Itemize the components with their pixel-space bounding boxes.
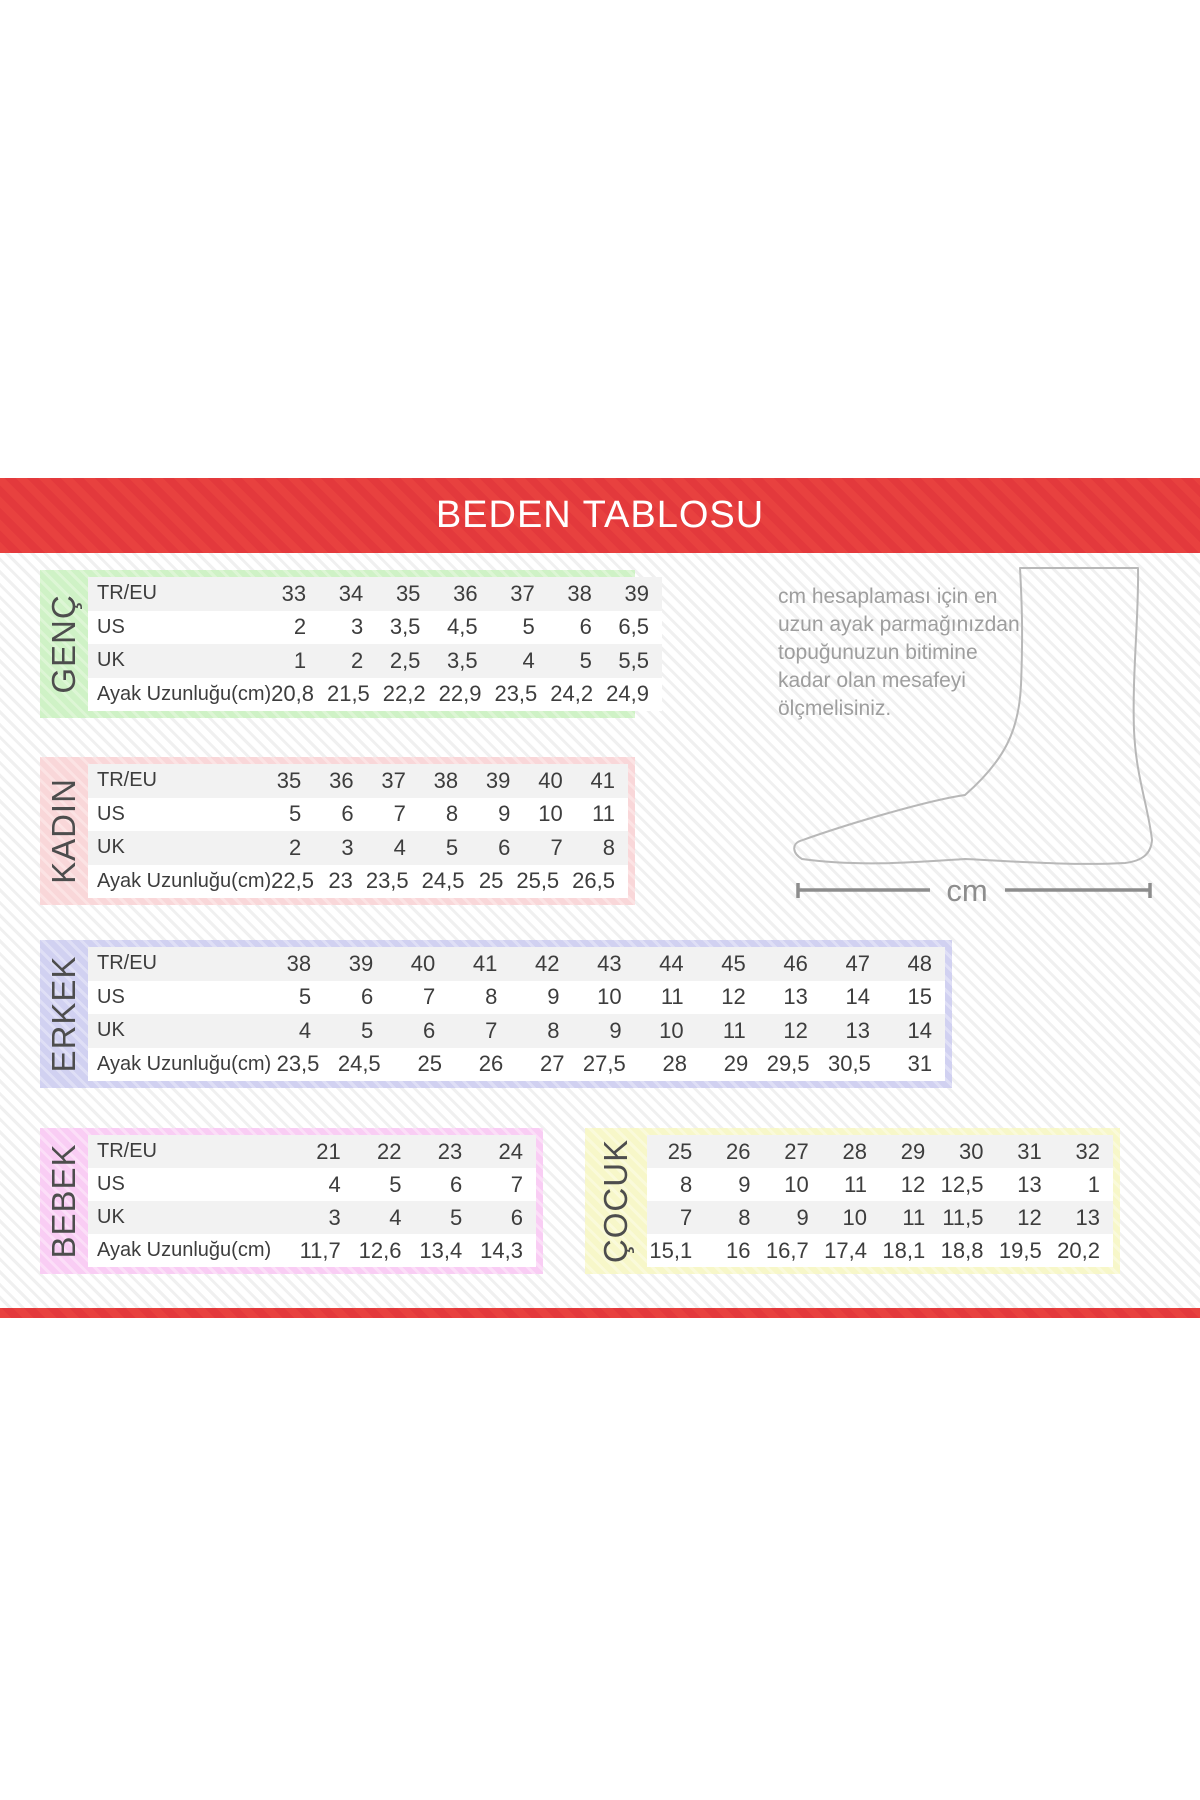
table-row — [88, 981, 945, 1015]
table-label-kadin — [40, 757, 88, 905]
size-value: 11 — [844, 1171, 867, 1197]
size-value: 10 — [659, 1017, 684, 1043]
row-label: US — [97, 615, 125, 638]
table-row — [647, 1168, 1113, 1201]
size-value: 29 — [723, 1051, 749, 1077]
size-value: 27 — [784, 1138, 809, 1164]
page-title: BEDEN TABLOSU — [435, 494, 765, 536]
size-value: 24 — [498, 1138, 523, 1164]
size-value: 9 — [547, 984, 560, 1010]
size-value: 7 — [423, 984, 436, 1010]
size-value: 13 — [783, 984, 808, 1010]
table-row — [647, 1234, 1113, 1267]
table-label-text: ERKEK — [45, 955, 82, 1073]
size-value: 3,5 — [389, 614, 421, 640]
size-value: 24,9 — [606, 681, 649, 707]
measure-note-line: kadar olan mesafeyi — [778, 669, 966, 692]
size-value: 37 — [381, 767, 406, 793]
size-value: 27,5 — [582, 1051, 626, 1077]
size-value: 18,8 — [940, 1237, 984, 1263]
size-value: 4 — [328, 1171, 341, 1197]
table-row — [88, 577, 662, 611]
table-row — [88, 764, 628, 798]
size-value: 5 — [389, 1171, 402, 1197]
size-value: 9 — [738, 1171, 751, 1197]
size-value: 26,5 — [572, 868, 615, 894]
size-value: 41 — [472, 950, 498, 976]
size-value: 39 — [485, 767, 511, 793]
size-value: 3 — [351, 614, 364, 640]
size-value: 26 — [478, 1051, 504, 1077]
size-value: 35 — [276, 767, 302, 793]
row-label: Ayak Uzunluğu(cm) — [97, 1239, 272, 1261]
table-label-text: GENÇ — [45, 594, 82, 694]
size-value: 28 — [662, 1051, 687, 1077]
size-value: 5 — [298, 984, 312, 1010]
size-value: 1 — [1087, 1171, 1100, 1197]
row-label: US — [97, 802, 125, 825]
measure-note-line: ölçmelisiniz. — [778, 697, 892, 720]
size-value: 7 — [680, 1204, 693, 1230]
size-value: 31 — [1017, 1138, 1042, 1164]
size-value: 5 — [360, 1017, 374, 1043]
size-value: 3,5 — [446, 647, 478, 673]
size-value: 6 — [579, 614, 592, 640]
size-value: 29,5 — [766, 1051, 810, 1077]
table-row — [88, 947, 945, 981]
size-value: 4 — [298, 1017, 312, 1043]
size-value: 4,5 — [446, 614, 478, 640]
size-value: 5 — [289, 801, 302, 827]
size-value: 37 — [510, 580, 535, 606]
table-row — [88, 1135, 536, 1168]
table-rows — [88, 764, 628, 898]
row-label: TR/EU — [97, 1140, 157, 1162]
table-rows — [88, 577, 662, 711]
foot-outline-icon — [794, 568, 1152, 864]
size-value: 8 — [738, 1204, 751, 1230]
size-value: 23,5 — [494, 681, 538, 707]
size-value: 36 — [329, 767, 354, 793]
size-value: 14 — [845, 984, 870, 1010]
size-value: 22,5 — [271, 868, 314, 894]
size-value: 5 — [450, 1204, 463, 1230]
size-value: 9 — [609, 1017, 622, 1043]
size-value: 5 — [579, 647, 592, 673]
size-value: 28 — [842, 1138, 867, 1164]
size-value: 9 — [498, 801, 511, 827]
size-value: 11 — [592, 801, 615, 827]
size-value: 23,5 — [365, 868, 409, 894]
size-value: 32 — [1075, 1138, 1100, 1164]
row-label: UK — [97, 1019, 125, 1042]
size-value: 8 — [602, 834, 615, 860]
size-value: 21 — [316, 1138, 341, 1164]
size-value: 23 — [437, 1138, 463, 1164]
size-value: 39 — [624, 580, 649, 606]
row-label: UK — [97, 1206, 125, 1228]
table-row — [88, 1201, 536, 1234]
size-value: 9 — [796, 1204, 809, 1230]
size-value: 7 — [485, 1017, 498, 1043]
size-value: 6 — [450, 1171, 463, 1197]
row-label: UK — [97, 836, 125, 859]
size-value: 38 — [286, 950, 312, 976]
table-row — [88, 611, 662, 645]
size-value: 13 — [1075, 1204, 1100, 1230]
size-value: 15,1 — [649, 1237, 693, 1263]
size-value: 48 — [907, 950, 933, 976]
row-label: US — [97, 1173, 125, 1195]
size-value: 11 — [722, 1017, 746, 1043]
size-value: 25 — [667, 1138, 693, 1164]
size-value: 8 — [445, 801, 459, 827]
size-value: 24,2 — [550, 681, 594, 707]
size-value: 12 — [783, 1017, 808, 1043]
size-value: 24,5 — [421, 868, 465, 894]
table-row — [88, 1048, 945, 1082]
size-value: 8 — [485, 984, 498, 1010]
size-value: 7 — [550, 834, 563, 860]
size-value: 38 — [567, 580, 592, 606]
size-value: 11,5 — [942, 1204, 984, 1230]
size-value: 22,2 — [382, 681, 426, 707]
size-value: 10 — [538, 801, 563, 827]
size-value: 30,5 — [827, 1051, 871, 1077]
size-value: 15 — [907, 984, 933, 1010]
size-value: 2 — [293, 614, 307, 640]
size-value: 11 — [660, 984, 684, 1010]
row-label: TR/EU — [97, 952, 157, 975]
size-value: 23 — [328, 868, 353, 894]
table-row — [88, 1168, 536, 1201]
size-value: 22,9 — [438, 681, 482, 707]
size-value: 25 — [478, 868, 504, 894]
measure-note-line: topuğunuzun bitimine — [778, 641, 978, 664]
size-value: 14,3 — [480, 1237, 523, 1263]
table-row — [88, 1014, 945, 1048]
table-label-bebek — [40, 1128, 88, 1274]
size-value: 25,5 — [516, 868, 560, 894]
bottom-red-strip — [0, 1308, 1200, 1318]
size-value: 13,4 — [419, 1237, 463, 1263]
size-value: 36 — [453, 580, 478, 606]
size-value: 41 — [590, 767, 615, 793]
table-row — [88, 644, 662, 678]
size-value: 33 — [281, 580, 307, 606]
size-value: 2 — [351, 647, 364, 673]
size-value: 12 — [721, 984, 746, 1010]
size-value: 4 — [393, 834, 406, 860]
table-label-erkek — [40, 940, 88, 1088]
size-value: 5 — [522, 614, 535, 640]
table-row — [647, 1135, 1113, 1168]
size-value: 38 — [433, 767, 459, 793]
size-value: 20,8 — [271, 681, 314, 707]
size-value: 20,2 — [1057, 1237, 1100, 1263]
size-value: 6 — [423, 1017, 436, 1043]
row-label: Ayak Uzunluğu(cm) — [97, 682, 272, 705]
size-value: 7 — [393, 801, 406, 827]
size-value: 2 — [289, 834, 302, 860]
size-value: 8 — [547, 1017, 560, 1043]
size-value: 12 — [900, 1171, 926, 1197]
foot-diagram — [770, 545, 1170, 913]
row-label: UK — [97, 649, 125, 672]
size-value: 8 — [680, 1171, 693, 1197]
size-value: 6 — [510, 1204, 523, 1230]
size-value: 25 — [417, 1051, 442, 1077]
size-value: 23,5 — [276, 1051, 320, 1077]
size-value: 24,5 — [337, 1051, 381, 1077]
size-value: 17,4 — [824, 1237, 867, 1263]
row-label: US — [97, 985, 125, 1008]
table-rows — [647, 1135, 1113, 1267]
table-row — [88, 831, 628, 865]
size-value: 6 — [341, 801, 354, 827]
size-chart-banner — [0, 478, 1200, 553]
size-table-genc — [40, 570, 649, 718]
size-value: 10 — [597, 984, 622, 1010]
table-row — [88, 865, 628, 899]
size-value: 5 — [445, 834, 459, 860]
size-value: 12 — [1017, 1204, 1042, 1230]
size-value: 6,5 — [618, 614, 649, 640]
table-row — [647, 1201, 1113, 1234]
size-value: 27 — [539, 1051, 565, 1077]
row-label: Ayak Uzunluğu(cm) — [97, 869, 272, 892]
size-value: 19,5 — [998, 1237, 1042, 1263]
size-table-erkek — [40, 940, 952, 1088]
size-value: 42 — [534, 950, 560, 976]
size-value: 11 — [902, 1204, 926, 1230]
size-value: 13 — [1017, 1171, 1042, 1197]
size-value: 46 — [783, 950, 808, 976]
row-label: TR/EU — [97, 769, 157, 792]
cm-unit-label: cm — [946, 873, 988, 908]
size-value: 5,5 — [618, 647, 649, 673]
table-label-text: KADIN — [45, 778, 82, 884]
measure-note-line: cm hesaplaması için en — [778, 585, 998, 608]
size-value: 7 — [510, 1171, 523, 1197]
size-value: 2,5 — [389, 647, 421, 673]
size-value: 30 — [959, 1138, 984, 1164]
table-label-cocuk — [585, 1128, 647, 1274]
size-value: 4 — [389, 1204, 402, 1230]
size-value: 16,7 — [765, 1237, 809, 1263]
size-value: 18,1 — [882, 1237, 926, 1263]
size-value: 6 — [498, 834, 511, 860]
size-value: 43 — [597, 950, 622, 976]
table-row — [88, 678, 662, 712]
size-value: 13 — [845, 1017, 870, 1043]
size-value: 26 — [726, 1138, 751, 1164]
size-table-bebek — [40, 1128, 543, 1274]
size-value: 10 — [842, 1204, 867, 1230]
row-label: TR/EU — [97, 582, 157, 605]
size-value: 3 — [341, 834, 354, 860]
row-label: Ayak Uzunluğu(cm) — [97, 1052, 272, 1075]
size-value: 11,7 — [299, 1237, 341, 1263]
size-table-kadin — [40, 757, 635, 905]
size-value: 39 — [348, 950, 374, 976]
size-value: 21,5 — [326, 681, 370, 707]
measure-note-line: uzun ayak parmağınızdan — [778, 613, 1020, 636]
table-row — [88, 798, 628, 832]
size-value: 3 — [328, 1204, 341, 1230]
size-value: 10 — [784, 1171, 809, 1197]
size-value: 12,6 — [358, 1237, 402, 1263]
size-value: 22 — [377, 1138, 402, 1164]
size-value: 16 — [726, 1237, 751, 1263]
size-value: 29 — [900, 1138, 926, 1164]
table-label-genc — [40, 570, 88, 718]
size-value: 47 — [845, 950, 870, 976]
size-value: 40 — [410, 950, 436, 976]
size-value: 4 — [522, 647, 535, 673]
size-table-cocuk — [585, 1128, 1120, 1274]
size-value: 45 — [721, 950, 746, 976]
size-value: 34 — [338, 580, 364, 606]
table-row — [88, 1234, 536, 1267]
size-value: 1 — [293, 647, 307, 673]
table-rows — [88, 947, 945, 1081]
size-value: 40 — [538, 767, 563, 793]
size-value: 12,5 — [940, 1171, 984, 1197]
size-value: 44 — [659, 950, 684, 976]
size-value: 6 — [360, 984, 374, 1010]
table-label-text: BEBEK — [45, 1143, 82, 1259]
size-value: 31 — [907, 1051, 933, 1077]
table-label-text: ÇOCUK — [597, 1138, 634, 1264]
size-value: 14 — [907, 1017, 933, 1043]
table-rows — [88, 1135, 536, 1267]
size-value: 35 — [395, 580, 421, 606]
